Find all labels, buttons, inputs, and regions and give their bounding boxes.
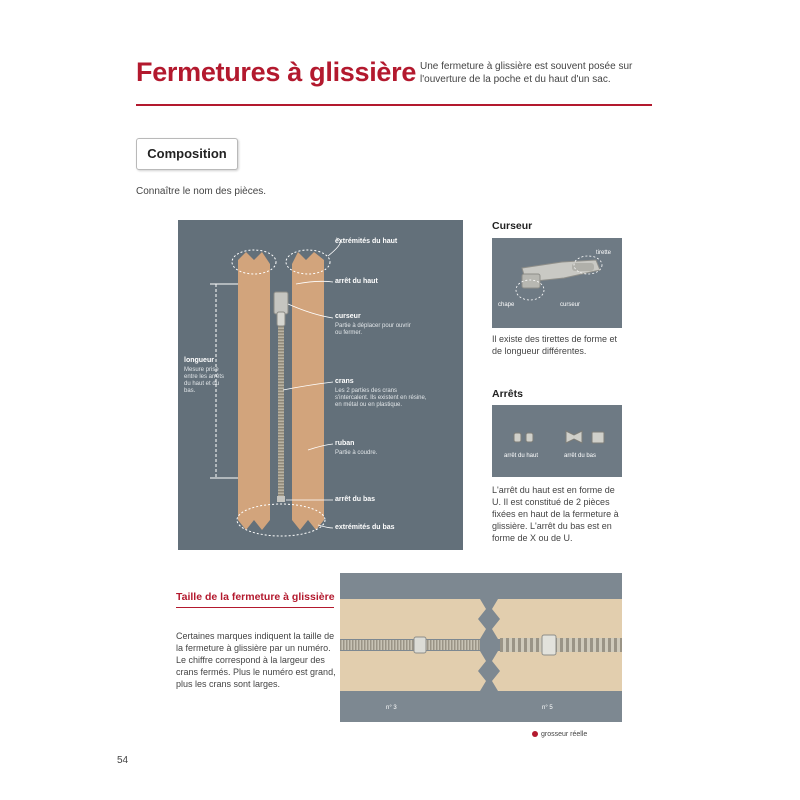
caption-text: grosseur réelle bbox=[541, 731, 588, 738]
curseur-photo bbox=[492, 238, 622, 328]
zipper-size-image bbox=[340, 573, 622, 722]
label-arret-bas: arrêt du bas bbox=[335, 496, 376, 503]
label-n3: n° 3 bbox=[386, 705, 397, 711]
label-arret-haut-photo: arrêt du haut bbox=[504, 453, 539, 459]
composition-subtitle: Connaître le nom des pièces. bbox=[136, 186, 267, 197]
label-longueur: longueur bbox=[184, 357, 214, 364]
desc-longueur: Mesure prise entre les arrêts du haut et du bas. bbox=[184, 367, 225, 394]
desc-curseur: Partie à déplacer pour ouvrir ou fermer. bbox=[335, 323, 411, 336]
intro-text: Une fermeture à glissière est souvent posée sur l'ouverture de la poche et du haut d'un sac. bbox=[420, 61, 633, 85]
stops-image bbox=[492, 405, 622, 477]
label-curseur: curseur bbox=[335, 313, 361, 320]
label-crans: crans bbox=[335, 378, 354, 385]
label-arret-bas-photo: arrêt du bas bbox=[564, 453, 597, 459]
arrets-text: L'arrêt du haut est en forme de U. Il est constitué de 2 pièces fixées en haut de la fermeture à glissière. L'arrêt du bas est en forme de X ou de U. bbox=[492, 485, 619, 543]
label-extremites-haut: extrémités du haut bbox=[335, 238, 398, 245]
label-n5: n° 5 bbox=[542, 705, 553, 711]
caption-grosseur bbox=[532, 731, 587, 738]
curseur-heading: Curseur bbox=[492, 220, 533, 232]
taille-text: Certaines marques indiquent la taille de la fermeture à glissière par un numéro. Le chiffre correspond à la largeur des crans fermés. Plus le numéro est grand, plus les crans sont larges. bbox=[176, 631, 336, 689]
zipper-diagram bbox=[178, 220, 463, 550]
page-number: 54 bbox=[117, 755, 129, 766]
label-tirette: tirette bbox=[596, 250, 612, 256]
taille-heading: Taille de la fermeture à glissière bbox=[176, 591, 335, 603]
zipper-size-photo bbox=[340, 573, 622, 722]
taille-rule bbox=[176, 607, 334, 608]
arrets-photo bbox=[492, 405, 622, 477]
label-curseur-photo: curseur bbox=[560, 302, 581, 308]
page-title: Fermetures à glissière bbox=[136, 57, 417, 87]
desc-ruban: Partie à coudre. bbox=[335, 450, 378, 456]
desc-crans: Les 2 parties des crans s'intercalent. Ils existent en résine, en métal ou en plastique. bbox=[335, 388, 427, 408]
bullet-dot-icon bbox=[532, 731, 538, 737]
arrets-heading: Arrêts bbox=[492, 388, 523, 400]
composition-heading-box bbox=[136, 138, 238, 170]
label-extremites-bas: extrémités du bas bbox=[335, 524, 395, 531]
title-rule bbox=[136, 104, 652, 106]
label-arret-haut: arrêt du haut bbox=[335, 278, 378, 285]
composition-heading: Composition bbox=[147, 146, 227, 161]
label-chape: chape bbox=[498, 302, 515, 308]
label-ruban: ruban bbox=[335, 440, 355, 447]
curseur-text: Il existe des tirettes de forme et de longueur différentes. bbox=[492, 334, 618, 356]
